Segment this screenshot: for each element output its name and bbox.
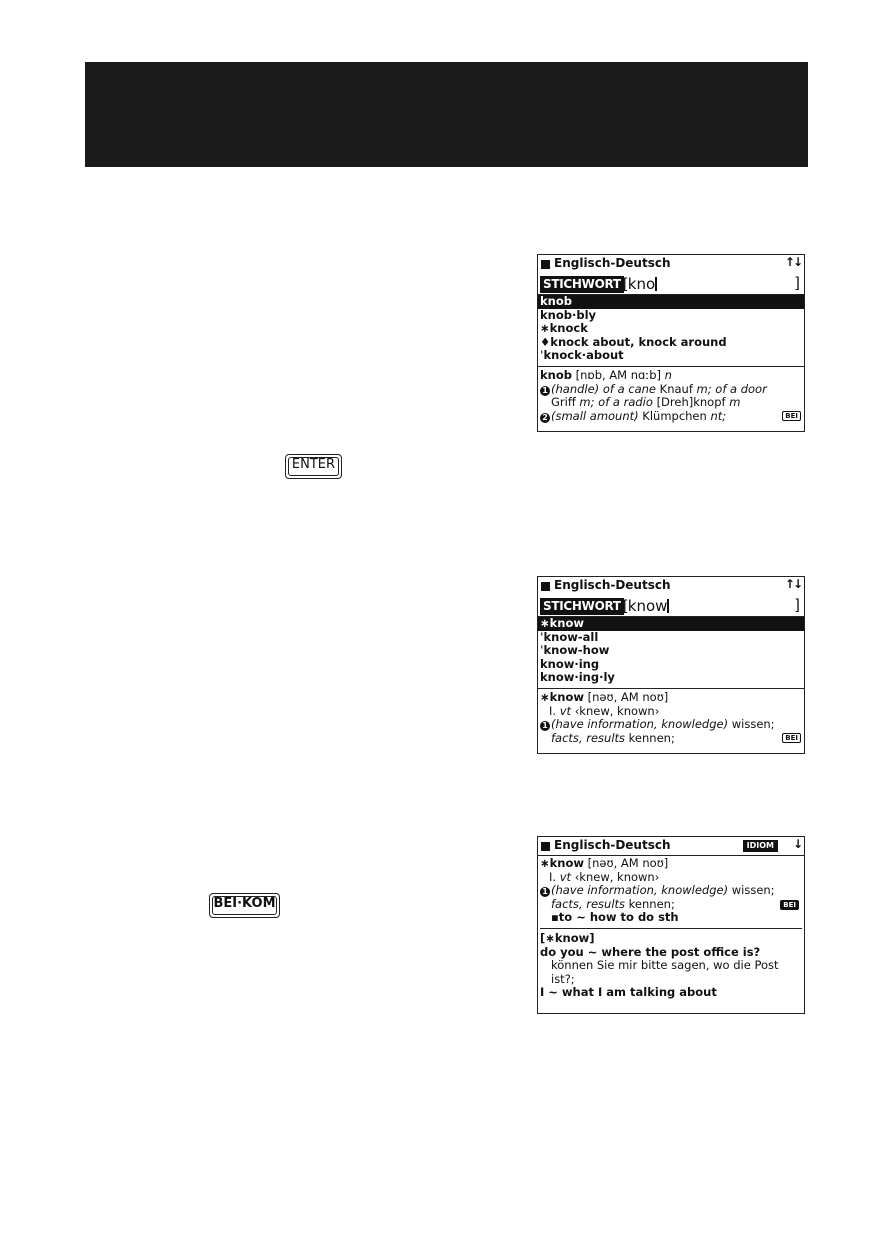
dictionary-screen-3 xyxy=(537,836,805,1014)
search-input[interactable]: [ kno xyxy=(628,276,657,293)
search-mode-label: STICHWORT xyxy=(540,598,624,615)
list-item[interactable]: ˈknow-all xyxy=(540,629,599,644)
idiom-translation: ist?; xyxy=(551,971,575,986)
square-icon xyxy=(541,260,550,269)
search-row[interactable] xyxy=(538,274,804,295)
bei-kom-key[interactable]: BEI·KOM xyxy=(209,893,280,918)
bracket-close: ] xyxy=(794,274,800,293)
list-item[interactable]: ˈknock·about xyxy=(540,348,624,363)
preview-headword: knob xyxy=(540,367,572,382)
scroll-arrows-icon: ↑↓ xyxy=(784,255,801,269)
list-item[interactable]: knob·bly xyxy=(540,307,597,322)
idiom-line: do you ~ where the post office is? xyxy=(540,944,761,959)
header-banner xyxy=(85,62,808,167)
scroll-arrows-icon: ↑↓ xyxy=(784,577,801,591)
bracket-close: ] xyxy=(794,596,800,615)
title-bar xyxy=(538,255,804,273)
result-list xyxy=(538,295,804,367)
search-row[interactable] xyxy=(538,596,804,617)
sense-number-icon: 2 xyxy=(540,413,550,423)
dictionary-title: Englisch-Deutsch xyxy=(554,838,671,853)
list-item[interactable]: ˈknow-how xyxy=(540,643,610,658)
square-icon xyxy=(541,582,550,591)
pronunciation: [nəʊ, AM noʊ] xyxy=(587,689,669,704)
entry-preview: ∗know [nəʊ, AM noʊ] I. vt ‹knew, known› 1 (have information, knowledge) wissen; facts, results kennen; BEI xyxy=(538,689,804,745)
preview-headword: ∗know xyxy=(540,689,584,704)
dictionary-screen-2 xyxy=(537,576,805,754)
text-cursor xyxy=(667,599,669,613)
search-mode-label: STICHWORT xyxy=(540,276,624,293)
dictionary-title: Englisch-Deutsch xyxy=(554,578,671,593)
title-bar xyxy=(538,577,804,595)
sense-number-icon: 1 xyxy=(540,386,550,396)
enter-key[interactable]: ENTER xyxy=(285,454,342,479)
bei-icon: BEI xyxy=(782,411,801,421)
list-item[interactable]: know·ing xyxy=(540,656,600,671)
idiom-line: I ~ what I am talking about xyxy=(540,985,717,1000)
list-item[interactable]: ♦knock about, knock around xyxy=(540,334,727,349)
entry-headword: ∗know xyxy=(540,856,584,870)
title-bar xyxy=(538,837,804,856)
list-item[interactable]: knob xyxy=(538,295,804,309)
idiom-section xyxy=(540,928,802,1000)
result-list xyxy=(538,617,804,689)
idiom-translation: können Sie mir bitte sagen, wo die Post xyxy=(551,958,779,973)
part-of-speech: n xyxy=(664,367,672,382)
bei-icon: BEI xyxy=(782,733,801,743)
text-cursor xyxy=(655,277,657,291)
sense-number-icon: 1 xyxy=(540,721,550,731)
list-item[interactable]: ∗know xyxy=(538,617,804,631)
search-input[interactable]: [ know xyxy=(628,598,669,615)
dictionary-screen-1 xyxy=(537,254,805,432)
list-item[interactable]: ∗knock xyxy=(540,321,588,336)
pronunciation: [nəʊ, AM noʊ] xyxy=(587,856,669,870)
entry-preview: knob [nɒb, AM nɑːb] n 1 (handle) of a cane Knauf m; of a door Griff m; of a radio [Dreh]knopf m 2 (small amount) Klümpchen nt; BEI xyxy=(538,367,804,423)
phrase-line: ▪to ~ how to do sth xyxy=(551,910,679,925)
scroll-down-icon: ↓ xyxy=(792,837,801,851)
pronunciation: [nɒb, AM nɑːb] xyxy=(575,367,662,382)
idiom-headword: [∗know] xyxy=(540,930,595,945)
bei-icon: BEI xyxy=(780,900,799,910)
sense-number-icon: 1 xyxy=(540,887,550,897)
idiom-badge: IDIOM xyxy=(743,840,778,852)
entry-detail: ∗know [nəʊ, AM noʊ] I. vt ‹knew, known› 1 (have information, knowledge) wissen; facts, results kennen; BEI ▪to ~ how to do sth [∗know] do you ~ where the post office is? können Sie mir bitte sagen, wo die Post ist?; I ~ what I am talking about xyxy=(538,856,804,1000)
list-item[interactable]: know·ing·ly xyxy=(540,670,615,685)
square-icon xyxy=(541,842,550,851)
dictionary-title: Englisch-Deutsch xyxy=(554,256,671,271)
